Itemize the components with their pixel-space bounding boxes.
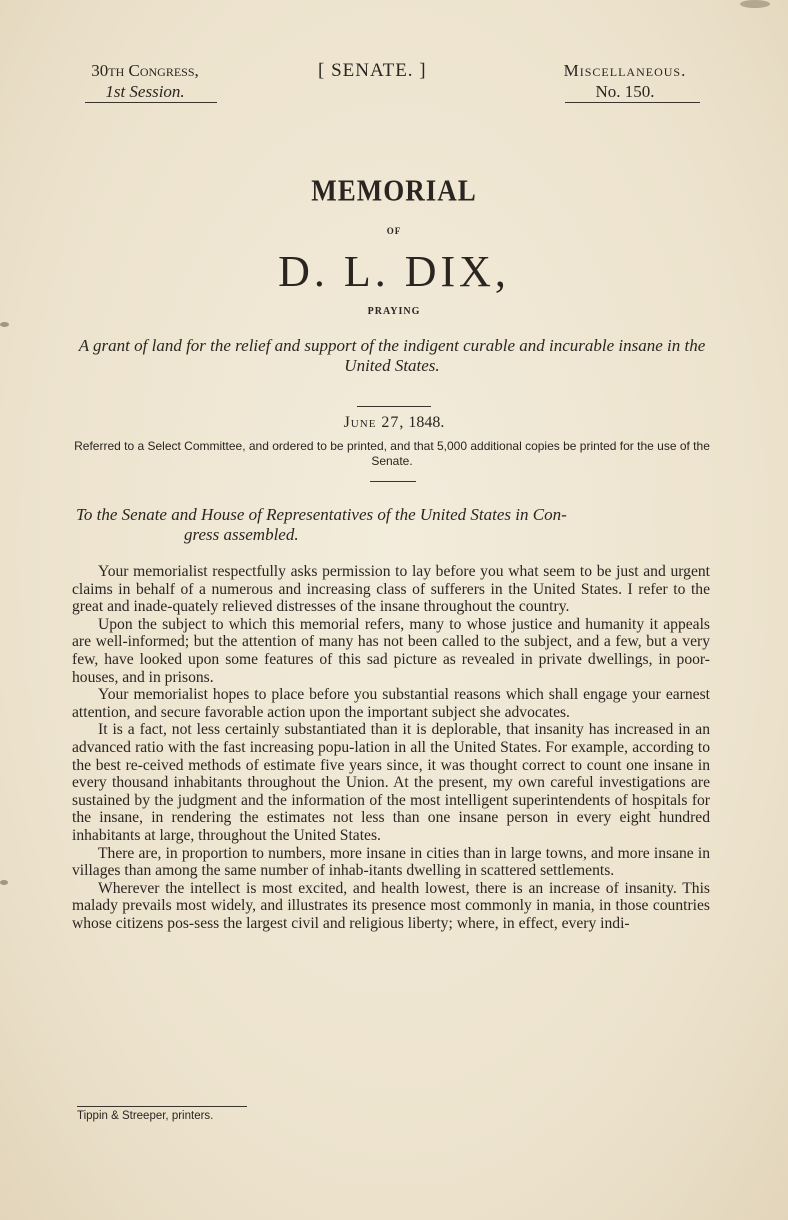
section-rule xyxy=(370,481,416,482)
header-left-rule xyxy=(85,102,217,103)
document-category: Miscellaneous. xyxy=(563,61,687,80)
header-document-block xyxy=(550,60,700,102)
date-rule xyxy=(357,406,431,407)
body-paragraph-5: There are, in proportion to numbers, more insane in cities than in large towns, and more insane in villages than among the same number of inhab-itants dwelling in scattered settlements. xyxy=(72,844,710,880)
header-congress-block xyxy=(70,60,220,102)
paper-blemish xyxy=(0,880,8,885)
body-paragraph-4: It is a fact, not less certainly substantiated than it is deplorable, that insanity has increased in an advanced ratio with the fast increasing popu-lation in all the United States. For example, according to the best re-ceived methods of estimate five years since, it was thought correct to count one insane in every thousand inhabitants throughout the Union. At the present, my own careful investigations are sustained by the judgment and the information of the most intelligent superintendents of hospitals for the insane, in rendering the estimates not less than one insane person in every eight hundred inhabitants at large, throughout the United States. xyxy=(72,721,710,844)
chamber-label: [ SENATE. ] xyxy=(318,60,427,81)
date-month-day: June 27, xyxy=(343,414,405,431)
footer-rule xyxy=(77,1106,247,1107)
body-paragraph-1: Your memorialist respectfully asks permission to lay before you what seem to be just and urgent claims in behalf of a numerous and increasing class of sufferers in the United States. I refer to the great and inade-quately relieved distresses of the insane throughout the country. xyxy=(72,563,710,616)
paper-blemish xyxy=(0,322,9,327)
body-paragraph-3: Your memorialist hopes to place before you substantial reasons which shall engage your earnest attention, and secure favorable action upon the important subject she advocates. xyxy=(72,686,710,721)
printer-imprint: Tippin & Streeper, printers. xyxy=(77,1110,214,1122)
body-paragraph-6: Wherever the intellect is most excited, and health lowest, there is an increase of insanity. This malady prevails most widely, and illustrates its presence most commonly in mania, in those countries whose citizens pos-sess the largest civil and religious liberty; where, in effect, every indi- xyxy=(72,879,710,932)
header-right-rule xyxy=(565,102,700,103)
paper-blemish xyxy=(740,0,770,8)
date-year: 1848. xyxy=(408,414,445,431)
praying-label: PRAYING xyxy=(367,306,421,317)
petitioner-name: D. L. DIX, xyxy=(278,247,510,296)
memorial-body xyxy=(72,563,710,932)
referral-note: Referred to a Select Committee, and ordered to be printed, and that 5,000 additional copies be printed for the use of the Senate. xyxy=(74,439,710,468)
congress-number: 30th Congress, xyxy=(91,61,199,80)
address-heading xyxy=(76,505,712,545)
memorial-subject: A grant of land for the relief and support of the indigent curable and incurable insane in the United States. xyxy=(78,336,706,375)
session-number: 1st Session. xyxy=(105,82,185,101)
address-line-1: To the Senate and House of Representatives of the United States in Con- xyxy=(76,505,567,524)
document-number: No. 150. xyxy=(595,82,655,101)
memorial-heading: MEMORIAL xyxy=(311,172,477,208)
body-paragraph-2: Upon the subject to which this memorial refers, many to whose justice and humanity it appeals are well-informed; but the attention of many has not been called to the subject, and a few, but a very few, have looked upon some features of this sad picture as revealed in private dwellings, in poor-houses, and in prisons. xyxy=(72,615,710,686)
address-line-2: gress assembled. xyxy=(184,525,299,544)
date-line xyxy=(0,414,788,432)
of-label: OF xyxy=(386,226,402,236)
